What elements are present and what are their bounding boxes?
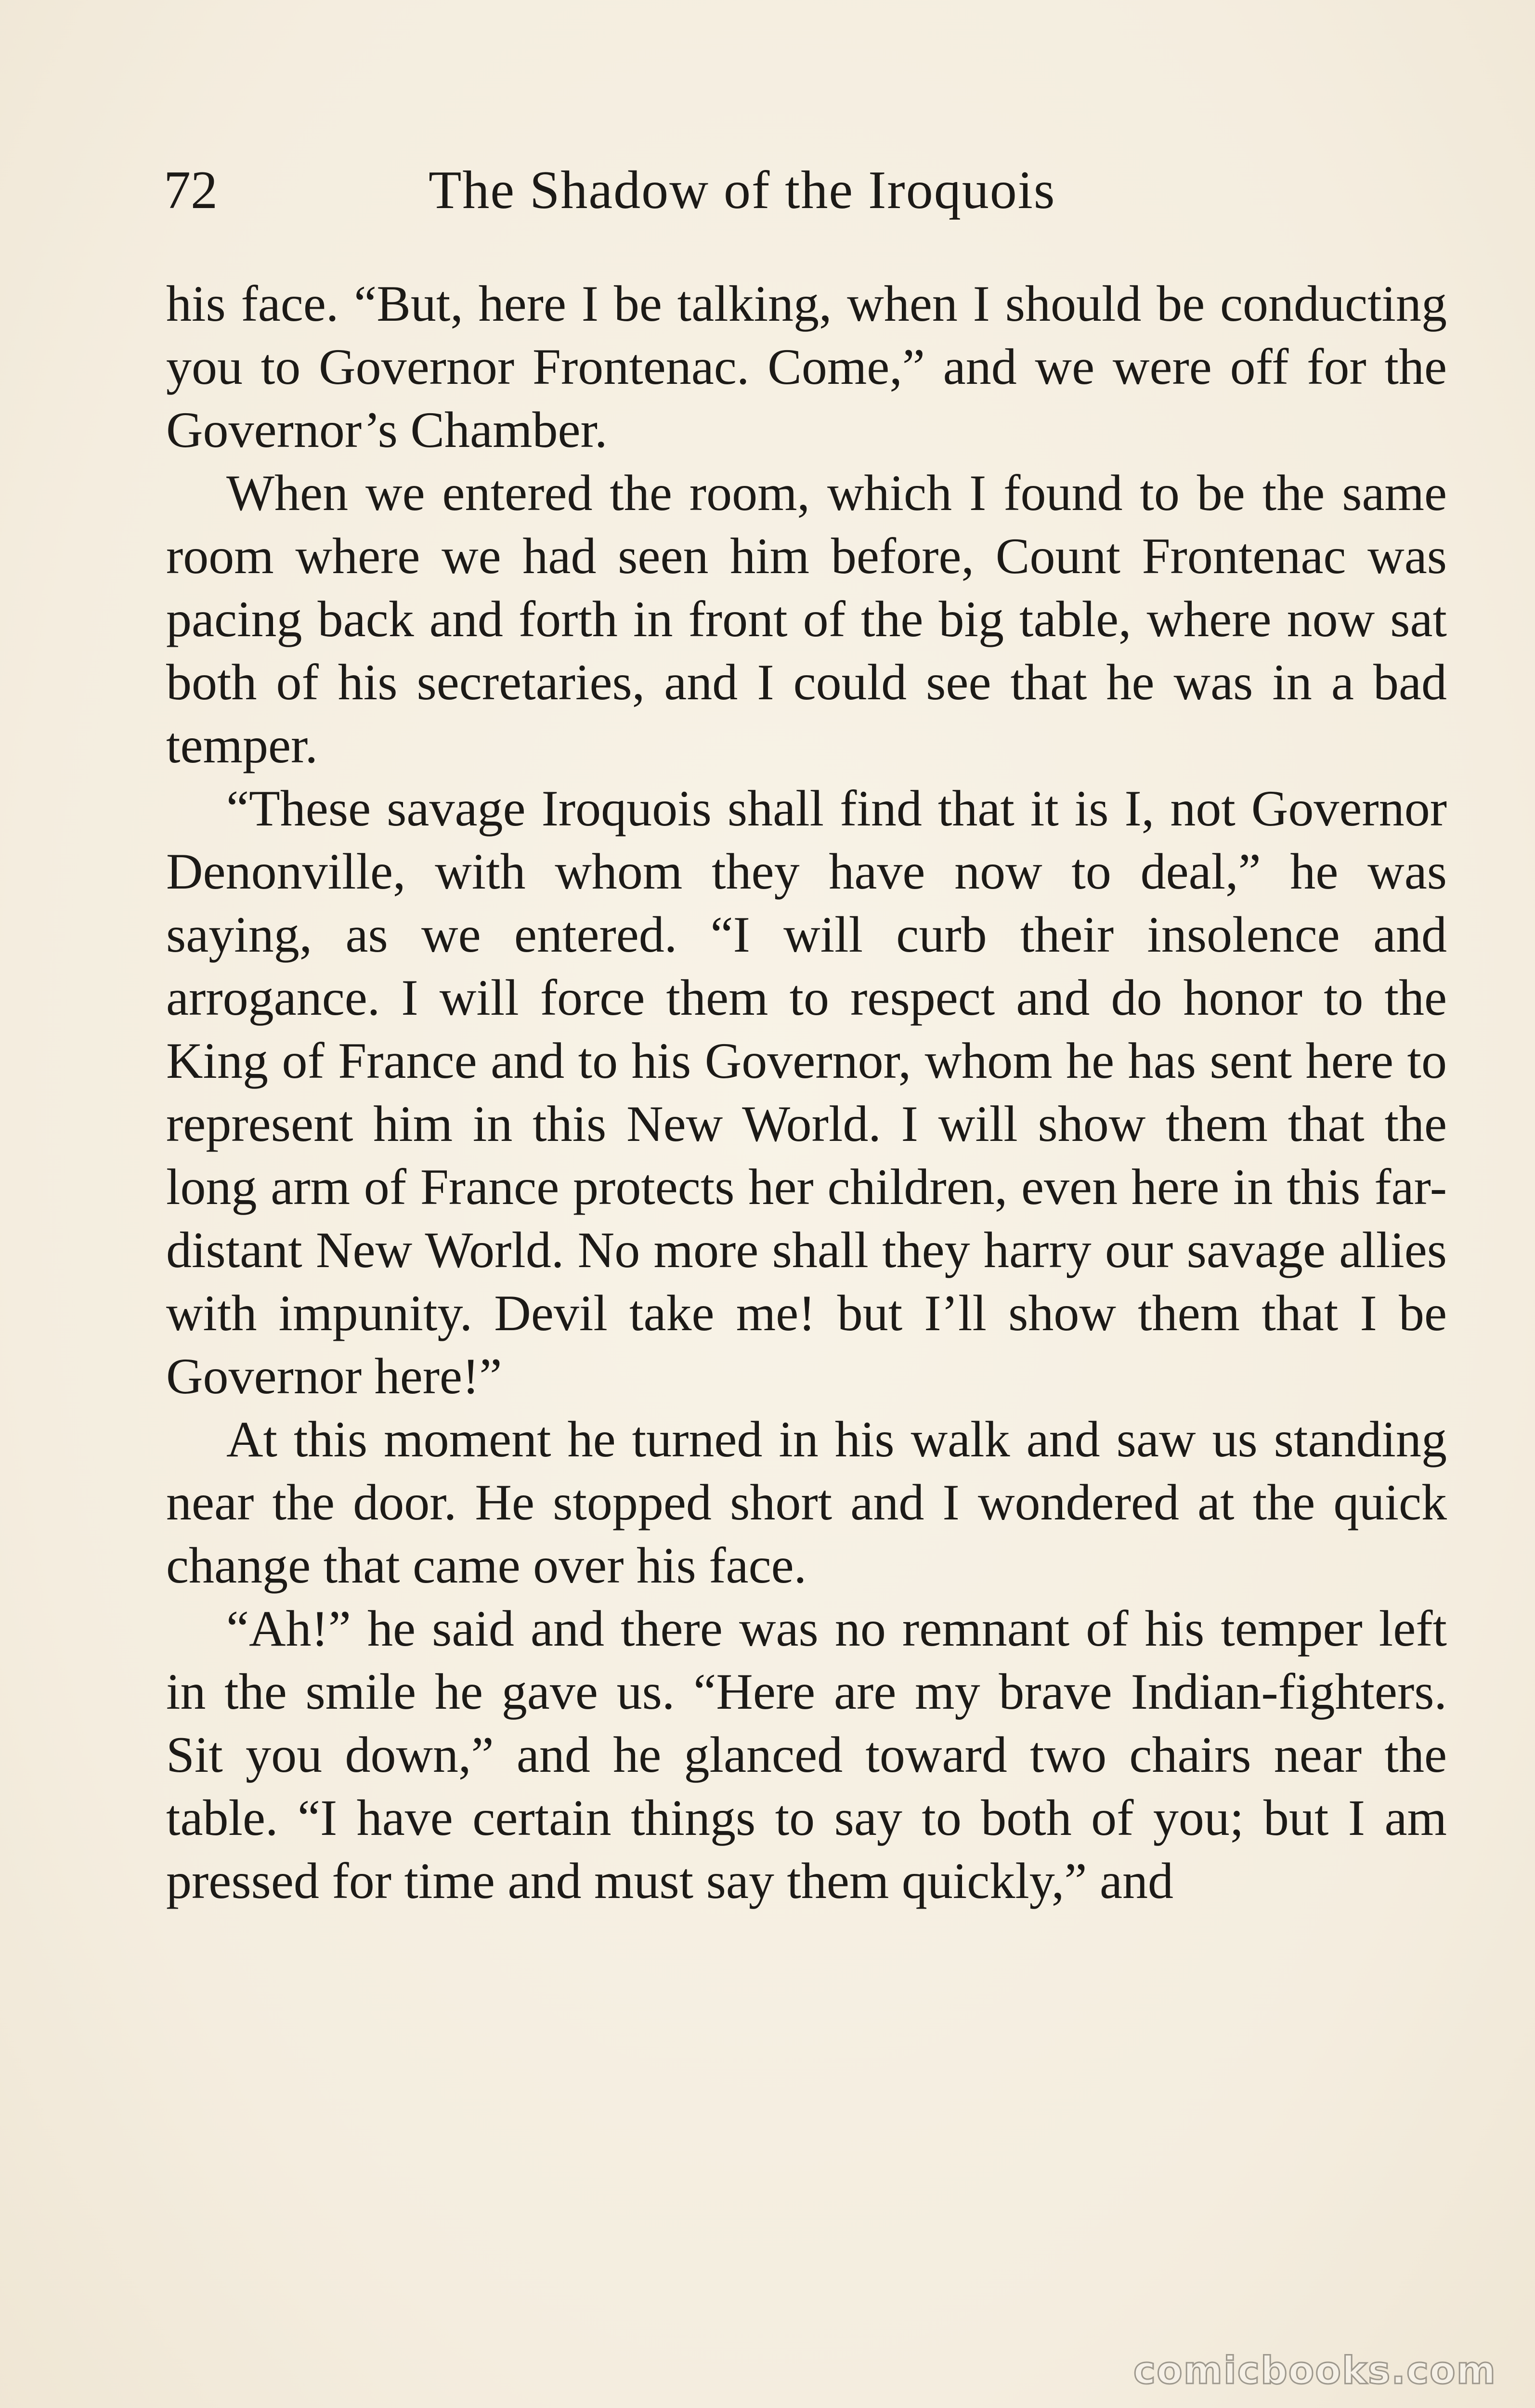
running-title: The Shadow of the Iroquois [429, 160, 1056, 220]
paragraph-5: “Ah!” he said and there was no remnant of his temper left in the smile he gave us. “Here are my brave Indian-fighters. Sit you down,” and he glanced toward two chairs near the table. “I have certain things to say to both of you; but I am pressed for time and must say them quickly,” and [166, 1600, 1447, 1909]
watermark: comicbooks.com [1133, 2349, 1496, 2393]
page-header [164, 157, 1464, 224]
paragraph-3: “These savage Iroquois shall find that it is I, not Governor Denonville, with whom they have now to deal,” he was saying, as we entered. “I will curb their insolence and arrogance. I will force them to respect and do honor to the King of France and to his Governor, whom he has sent here to represent him in this New World. I will show them that the long arm of France protects her children, even here in this far-distant New World. No more shall they harry our savage allies with impunity. Devil take me! but I’ll show them that I be Governor here!” [166, 780, 1447, 1404]
page-number: 72 [164, 160, 218, 220]
body-text [166, 272, 1447, 1912]
paragraph-2: When we entered the room, which I found to be the same room where we had seen him before, Count Frontenac was pacing back and forth in front of the big table, where now sat both of his secretaries, and I could see that he was in a bad temper. [166, 465, 1447, 773]
paragraph-4: At this moment he turned in his walk and saw us standing near the door. He stopped short and I wondered at the quick change that came over his face. [166, 1411, 1447, 1594]
paragraph-1: his face. “But, here I be talking, when I should be conducting you to Governor Frontenac. Come,” and we were off for the Governor’s Chamber. [166, 275, 1447, 458]
